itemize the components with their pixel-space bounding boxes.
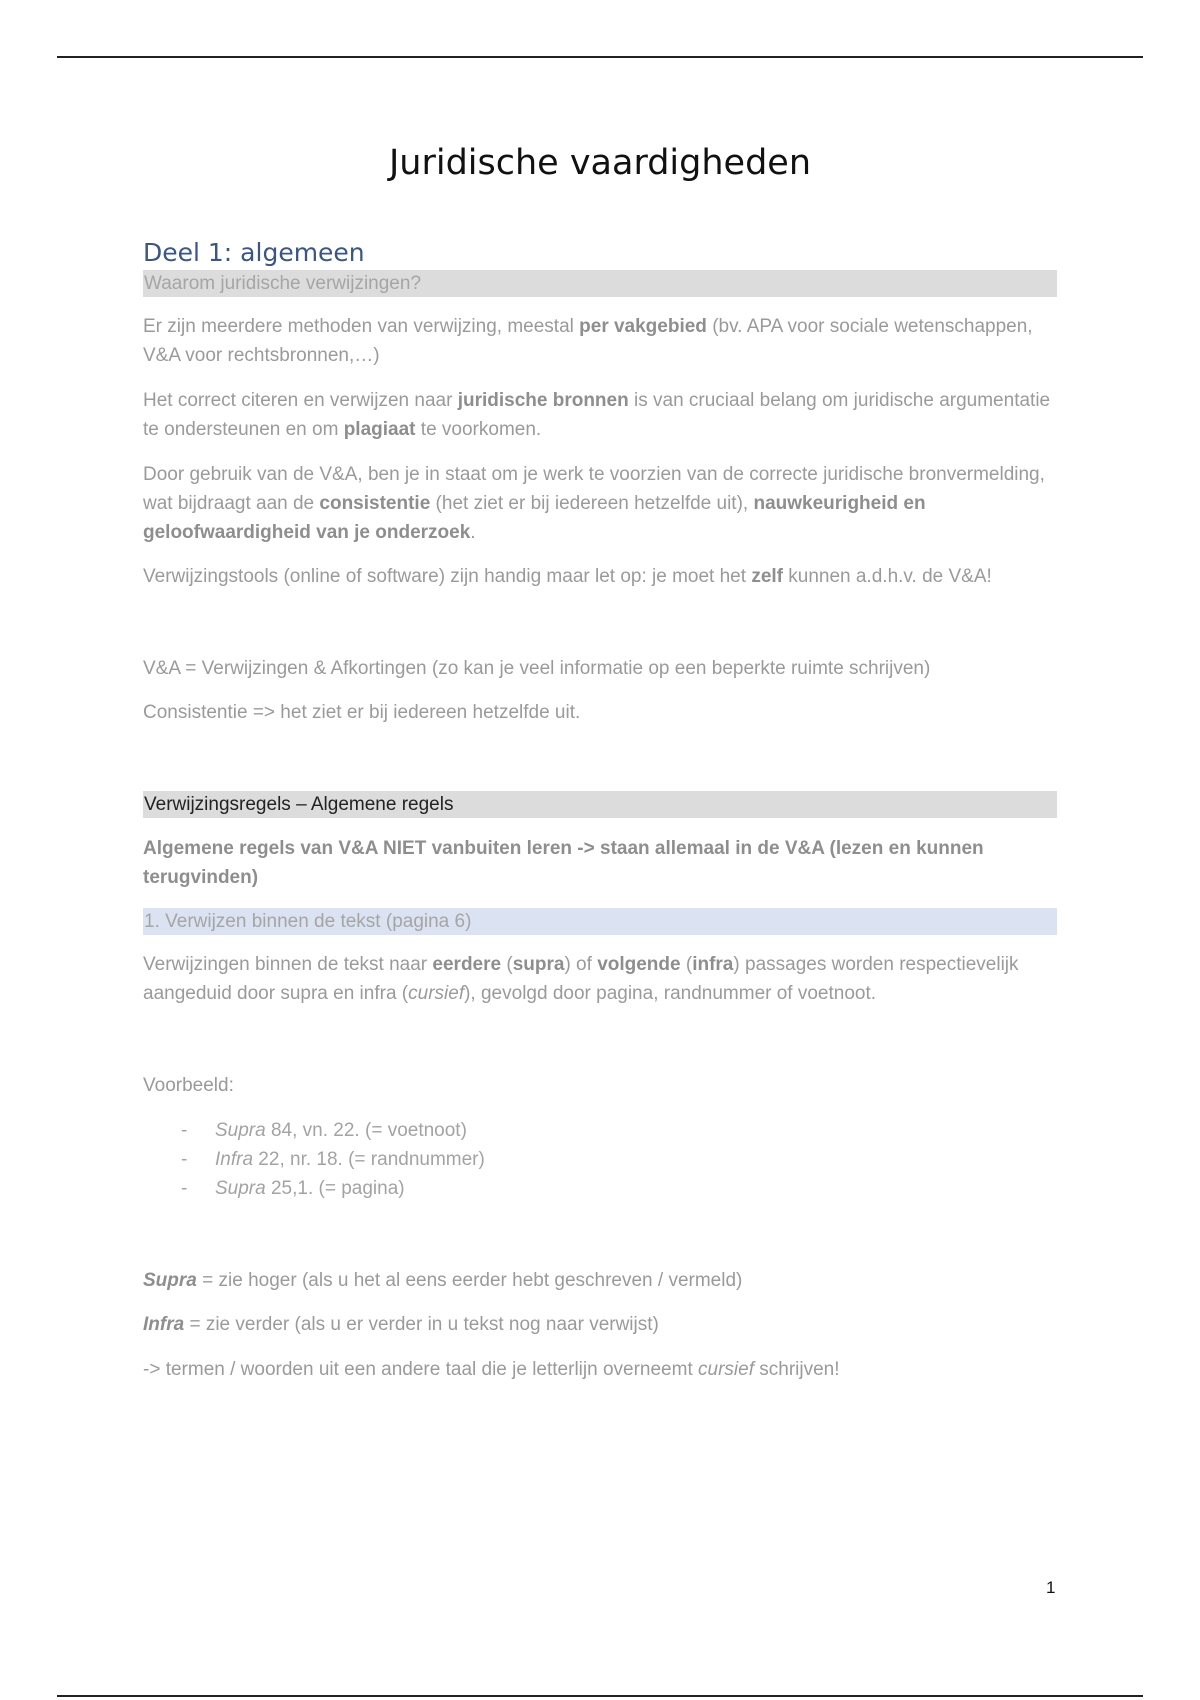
- example-label: Voorbeeld:: [143, 1075, 234, 1096]
- header-rule: [57, 56, 1143, 58]
- document-title: Juridische vaardigheden: [388, 143, 812, 183]
- paragraph-citeren: Het correct citeren en verwijzen naar juridische bronnen is van cruciaal belang om juridische argumentatie te ondersteunen en om plagiaat te voorkomen.: [143, 390, 1051, 440]
- paragraph-supra-infra: Verwijzingen binnen de tekst naar eerdere (supra) of volgende (infra) passages worden respectievelijk aangeduid door supra en infra (cursief), gevolgd door pagina, randnummer of voetnoot.: [143, 954, 1019, 1004]
- footer-rule: [57, 1695, 1143, 1697]
- paragraph-gebruik-va: Door gebruik van de V&A, ben je in staat om je werk te voorzien van de correcte juridische bronvermelding, wat bijdraagt aan de consistentie (het ziet er bij iedereen hetzelfde uit), nauwkeurigheid en geloofwaardigheid van je onderzoek.: [143, 464, 1045, 543]
- document-body: [143, 236, 1057, 1384]
- note-cursief: -> termen / woorden uit een andere taal die je letterlijn overneemt cursief schrijven!: [143, 1359, 840, 1380]
- definition-infra: Infra = zie verder (als u er verder in u tekst nog naar verwijst): [143, 1314, 659, 1335]
- paragraph-consistentie: Consistentie => het ziet er bij iedereen hetzelfde uit.: [143, 702, 581, 723]
- section-heading-deel-1: Deel 1: algemeen: [143, 238, 365, 267]
- paragraph-methoden: Er zijn meerdere methoden van verwijzing, meestal per vakgebied (bv. APA voor sociale wetenschappen, V&A voor rechtsbronnen,…): [143, 316, 1033, 366]
- paragraph-va-definition: V&A = Verwijzingen & Afkortingen (zo kan je veel informatie op een beperkte ruimte schrijven): [143, 658, 931, 679]
- paragraph-tools: Verwijzingstools (online of software) zijn handig maar let op: je moet het zelf kunnen a.d.h.v. de V&A!: [143, 566, 992, 587]
- list-item: - Infra 22, nr. 18. (= randnummer): [181, 1145, 1057, 1174]
- list-item: - Supra 25,1. (= pagina): [181, 1174, 1057, 1203]
- list-item: - Supra 84, vn. 22. (= voetnoot): [181, 1116, 1057, 1145]
- section-heading-verwijzingsregels: Verwijzingsregels – Algemene regels: [143, 791, 1057, 818]
- definition-supra: Supra = zie hoger (als u het al eens eerder hebt geschreven / vermeld): [143, 1270, 743, 1291]
- paragraph-intro-rules: Algemene regels van V&A NIET vanbuiten leren -> staan allemaal in de V&A (lezen en kunnen terugvinden): [143, 838, 984, 888]
- page-number: 1: [1046, 1578, 1056, 1597]
- example-list: [143, 1116, 1057, 1203]
- subheading-waarom: Waarom juridische verwijzingen?: [143, 270, 1057, 297]
- subheading-verwijzen-binnen-tekst: 1. Verwijzen binnen de tekst (pagina 6): [143, 908, 1057, 935]
